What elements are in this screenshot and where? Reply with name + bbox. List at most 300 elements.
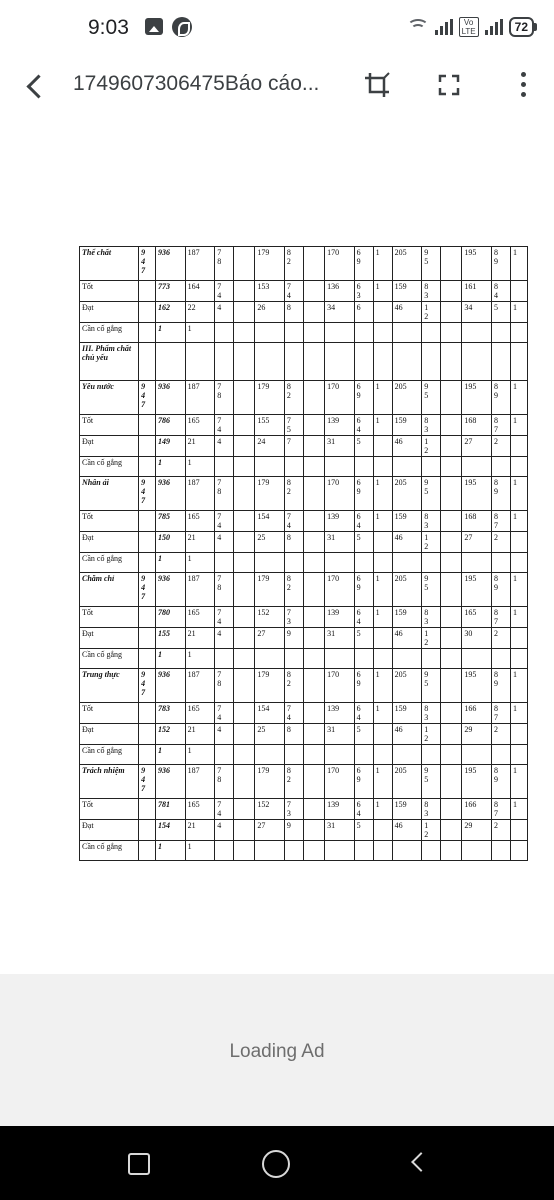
table-cell: 170: [325, 765, 355, 799]
table-cell: [234, 511, 255, 532]
table-cell: 1: [373, 511, 392, 532]
table-cell: [373, 323, 392, 343]
table-cell: 195: [462, 247, 492, 281]
table-cell: 1: [373, 477, 392, 511]
table-cell: 179: [255, 247, 285, 281]
table-cell: [139, 553, 156, 573]
table-cell: 936: [156, 381, 186, 415]
table-cell: [392, 745, 422, 765]
table-cell: 936: [156, 477, 186, 511]
table-cell: 1: [373, 247, 392, 281]
document-title: 1749607306475Báo cáo...: [73, 72, 320, 95]
table-cell: 9 4 7: [139, 247, 156, 281]
table-cell: 8 4: [491, 281, 510, 302]
status-bar: [0, 0, 554, 56]
table-cell: 785: [156, 511, 186, 532]
table-cell: [139, 343, 156, 381]
table-cell: [373, 841, 392, 861]
status-indicators: [407, 15, 534, 39]
table-cell: [234, 820, 255, 841]
table-cell: 187: [185, 573, 215, 607]
table-cell: 46: [392, 436, 422, 457]
table-cell: [510, 436, 527, 457]
table-cell: 21: [185, 628, 215, 649]
table-cell: [354, 553, 373, 573]
volte-icon: Vo LTE: [459, 17, 479, 37]
table-cell: 153: [255, 281, 285, 302]
table-cell: 1: [373, 381, 392, 415]
table-cell: [354, 343, 373, 381]
table-cell: 21: [185, 436, 215, 457]
table-cell: [373, 745, 392, 765]
table-cell: [139, 724, 156, 745]
table-cell: 7 4: [284, 511, 303, 532]
table-cell: [303, 511, 324, 532]
table-cell: 1: [185, 841, 215, 861]
table-cell: [255, 649, 285, 669]
table-cell: 6 9: [354, 669, 373, 703]
table-cell: 139: [325, 799, 355, 820]
table-cell: [462, 649, 492, 669]
table-cell: [215, 553, 234, 573]
table-cell: 205: [392, 669, 422, 703]
table-cell: [139, 323, 156, 343]
table-cell: [139, 457, 156, 477]
more-options-icon[interactable]: [508, 70, 538, 100]
table-cell: 6 9: [354, 247, 373, 281]
table-row: [80, 532, 528, 553]
table-cell: 1: [510, 477, 527, 511]
table-row: [80, 457, 528, 477]
table-cell: [303, 415, 324, 436]
table-cell: 1 2: [422, 628, 441, 649]
table-cell: 9 5: [422, 247, 441, 281]
table-cell: 9 5: [422, 477, 441, 511]
table-cell: 21: [185, 724, 215, 745]
table-cell: 139: [325, 415, 355, 436]
table-cell: [510, 724, 527, 745]
table-cell: 170: [325, 247, 355, 281]
table-cell: [234, 247, 255, 281]
table-cell: 7 8: [215, 381, 234, 415]
table-cell: 159: [392, 703, 422, 724]
table-cell: [354, 649, 373, 669]
table-cell: 25: [255, 532, 285, 553]
table-cell: 8 7: [491, 415, 510, 436]
table-cell: [234, 669, 255, 703]
table-cell: 155: [255, 415, 285, 436]
table-cell: [284, 323, 303, 343]
table-cell: 2: [491, 724, 510, 745]
row-label: Tốt: [80, 703, 139, 724]
table-cell: 1 2: [422, 302, 441, 323]
table-cell: [139, 607, 156, 628]
table-cell: 7 3: [284, 607, 303, 628]
table-cell: [139, 628, 156, 649]
table-cell: 136: [325, 281, 355, 302]
row-label: III. Phẩm chất chủ yếu: [80, 343, 139, 381]
table-cell: 21: [185, 820, 215, 841]
table-cell: 8 9: [491, 381, 510, 415]
table-cell: 1: [510, 302, 527, 323]
table-cell: [284, 457, 303, 477]
wifi-icon: [407, 19, 429, 35]
status-time: 9:03: [88, 16, 129, 39]
table-cell: 6 9: [354, 381, 373, 415]
table-cell: 9 4 7: [139, 573, 156, 607]
table-cell: 27: [462, 532, 492, 553]
table-cell: 9 5: [422, 381, 441, 415]
table-cell: 155: [156, 628, 186, 649]
table-cell: 8 7: [491, 703, 510, 724]
table-cell: 7 8: [215, 477, 234, 511]
table-cell: 8 2: [284, 477, 303, 511]
table-cell: 179: [255, 765, 285, 799]
signal-icon: [435, 19, 453, 35]
table-cell: 187: [185, 247, 215, 281]
table-cell: 2: [491, 436, 510, 457]
table-cell: [510, 323, 527, 343]
table-cell: [441, 799, 462, 820]
system-nav-bar: [0, 1126, 554, 1200]
table-cell: [234, 436, 255, 457]
table-cell: 179: [255, 669, 285, 703]
table-cell: [510, 343, 527, 381]
table-cell: 8 9: [491, 765, 510, 799]
table-row: [80, 381, 528, 415]
table-cell: [234, 281, 255, 302]
table-cell: [234, 724, 255, 745]
recent-apps-icon[interactable]: [128, 1153, 150, 1175]
table-cell: [284, 841, 303, 861]
table-cell: 8 3: [422, 511, 441, 532]
table-cell: 26: [255, 302, 285, 323]
table-cell: [462, 841, 492, 861]
table-cell: 8 9: [491, 477, 510, 511]
table-cell: 165: [185, 799, 215, 820]
table-cell: [303, 607, 324, 628]
row-label: Nhân ái: [80, 477, 139, 511]
nav-back-icon[interactable]: [408, 1152, 428, 1172]
table-cell: [462, 745, 492, 765]
table-cell: [392, 841, 422, 861]
table-cell: 5: [354, 436, 373, 457]
table-cell: 9 4 7: [139, 765, 156, 799]
table-cell: [215, 649, 234, 669]
table-cell: 1: [185, 649, 215, 669]
table-cell: [255, 323, 285, 343]
table-cell: [510, 649, 527, 669]
table-cell: [139, 745, 156, 765]
table-cell: [354, 745, 373, 765]
table-cell: 2: [491, 532, 510, 553]
table-cell: 6 4: [354, 607, 373, 628]
row-label: Cần cố gắng: [80, 841, 139, 861]
table-cell: [139, 799, 156, 820]
table-cell: [185, 343, 215, 381]
table-cell: 8 7: [491, 607, 510, 628]
table-row: [80, 302, 528, 323]
table-cell: [422, 745, 441, 765]
table-row: [80, 703, 528, 724]
table-cell: [441, 703, 462, 724]
table-cell: 9 4 7: [139, 477, 156, 511]
table-cell: 7 4: [215, 511, 234, 532]
battery-icon: 72: [509, 17, 534, 37]
table-cell: 1: [156, 745, 186, 765]
row-label: Cần cố gắng: [80, 457, 139, 477]
table-cell: [373, 436, 392, 457]
table-cell: 154: [255, 703, 285, 724]
table-cell: 6 4: [354, 799, 373, 820]
table-cell: [491, 343, 510, 381]
row-label: Tốt: [80, 799, 139, 820]
table-cell: 205: [392, 247, 422, 281]
table-cell: 7 4: [284, 703, 303, 724]
table-cell: [491, 649, 510, 669]
table-cell: [215, 841, 234, 861]
crop-icon[interactable]: [362, 70, 392, 100]
table-cell: 170: [325, 381, 355, 415]
table-row: [80, 343, 528, 381]
table-cell: [215, 457, 234, 477]
table-cell: 1: [156, 649, 186, 669]
table-cell: 9: [284, 628, 303, 649]
table-cell: 781: [156, 799, 186, 820]
table-cell: 9 5: [422, 669, 441, 703]
table-cell: [303, 765, 324, 799]
table-cell: 1: [510, 247, 527, 281]
table-cell: 1: [373, 765, 392, 799]
table-cell: [325, 457, 355, 477]
table-cell: 8 9: [491, 247, 510, 281]
table-row: [80, 553, 528, 573]
table-cell: [491, 745, 510, 765]
table-cell: [284, 649, 303, 669]
table-cell: [215, 745, 234, 765]
gallery-notification-icon: [145, 18, 163, 35]
table-cell: 8 3: [422, 703, 441, 724]
table-cell: 1: [156, 457, 186, 477]
table-cell: [234, 477, 255, 511]
table-row: [80, 820, 528, 841]
table-cell: 1 2: [422, 532, 441, 553]
table-cell: 5: [354, 724, 373, 745]
row-label: Tốt: [80, 607, 139, 628]
table-cell: [303, 477, 324, 511]
table-cell: 170: [325, 477, 355, 511]
table-cell: 195: [462, 477, 492, 511]
table-cell: [303, 799, 324, 820]
table-cell: 154: [156, 820, 186, 841]
table-cell: [422, 841, 441, 861]
table-cell: 31: [325, 724, 355, 745]
table-cell: 8 7: [491, 511, 510, 532]
table-cell: [234, 323, 255, 343]
table-cell: [510, 841, 527, 861]
table-cell: 1: [373, 703, 392, 724]
signal-icon-2: [485, 19, 503, 35]
table-cell: 780: [156, 607, 186, 628]
table-cell: 1 2: [422, 724, 441, 745]
table-cell: 4: [215, 820, 234, 841]
table-cell: 2: [491, 820, 510, 841]
table-cell: 1 2: [422, 436, 441, 457]
table-cell: 159: [392, 607, 422, 628]
table-cell: 187: [185, 381, 215, 415]
table-row: [80, 247, 528, 281]
table-cell: 8 2: [284, 381, 303, 415]
table-row: [80, 628, 528, 649]
table-cell: 6 9: [354, 765, 373, 799]
table-cell: 187: [185, 477, 215, 511]
table-cell: [441, 573, 462, 607]
table-cell: 8 9: [491, 573, 510, 607]
table-cell: 7 8: [215, 669, 234, 703]
table-cell: 1 2: [422, 820, 441, 841]
table-cell: 150: [156, 532, 186, 553]
table-cell: [441, 511, 462, 532]
table-cell: 152: [255, 799, 285, 820]
table-cell: [284, 343, 303, 381]
table-cell: 159: [392, 281, 422, 302]
table-cell: 168: [462, 511, 492, 532]
table-cell: 152: [255, 607, 285, 628]
report-table: [79, 246, 528, 861]
table-cell: 8 2: [284, 669, 303, 703]
table-cell: 164: [185, 281, 215, 302]
ad-loading-text: Loading Ad: [229, 1041, 325, 1062]
table-cell: 139: [325, 703, 355, 724]
table-cell: [234, 553, 255, 573]
table-cell: [139, 281, 156, 302]
table-cell: [255, 841, 285, 861]
table-cell: 165: [185, 415, 215, 436]
table-cell: [234, 381, 255, 415]
ad-banner[interactable]: [0, 974, 554, 1126]
table-cell: 1: [373, 669, 392, 703]
table-cell: 46: [392, 628, 422, 649]
table-cell: [392, 553, 422, 573]
table-cell: 1: [510, 607, 527, 628]
table-cell: 6 9: [354, 477, 373, 511]
table-cell: [441, 628, 462, 649]
table-cell: [441, 415, 462, 436]
table-cell: [441, 323, 462, 343]
table-cell: 205: [392, 573, 422, 607]
table-cell: 7 5: [284, 415, 303, 436]
table-cell: 24: [255, 436, 285, 457]
table-cell: [156, 343, 186, 381]
row-label: Cần cố gắng: [80, 745, 139, 765]
table-cell: [441, 381, 462, 415]
table-cell: [373, 302, 392, 323]
table-cell: [255, 745, 285, 765]
table-cell: 1: [510, 799, 527, 820]
table-cell: 168: [462, 415, 492, 436]
table-cell: [354, 457, 373, 477]
table-cell: 165: [462, 607, 492, 628]
row-label: Đạt: [80, 820, 139, 841]
table-cell: 5: [354, 820, 373, 841]
table-cell: [234, 649, 255, 669]
table-cell: [234, 628, 255, 649]
table-cell: 7 4: [215, 281, 234, 302]
table-cell: [303, 247, 324, 281]
table-cell: 34: [462, 302, 492, 323]
table-cell: 46: [392, 532, 422, 553]
table-cell: [510, 281, 527, 302]
table-cell: [215, 323, 234, 343]
table-cell: [325, 841, 355, 861]
fullscreen-icon[interactable]: [434, 70, 464, 100]
table-cell: 31: [325, 820, 355, 841]
table-cell: [510, 628, 527, 649]
table-cell: 27: [255, 820, 285, 841]
table-cell: 8: [284, 724, 303, 745]
table-cell: 1: [510, 765, 527, 799]
table-cell: 31: [325, 532, 355, 553]
document-viewer[interactable]: [0, 118, 554, 974]
table-cell: 165: [185, 703, 215, 724]
table-cell: 9 5: [422, 765, 441, 799]
table-cell: [303, 820, 324, 841]
table-cell: 8 3: [422, 415, 441, 436]
row-label: Cần cố gắng: [80, 553, 139, 573]
table-cell: [234, 302, 255, 323]
home-icon[interactable]: [262, 1150, 290, 1178]
table-cell: [373, 649, 392, 669]
table-cell: 205: [392, 477, 422, 511]
table-cell: 159: [392, 799, 422, 820]
table-cell: 7 3: [284, 799, 303, 820]
row-label: Trách nhiệm: [80, 765, 139, 799]
table-cell: 8 2: [284, 765, 303, 799]
table-cell: [373, 532, 392, 553]
table-cell: [325, 553, 355, 573]
back-arrow-icon[interactable]: [22, 70, 52, 100]
table-cell: 7 4: [284, 281, 303, 302]
table-cell: 8: [284, 532, 303, 553]
table-row: [80, 841, 528, 861]
table-cell: [303, 381, 324, 415]
table-cell: [462, 323, 492, 343]
table-cell: 8: [284, 302, 303, 323]
table-cell: 162: [156, 302, 186, 323]
table-cell: [510, 553, 527, 573]
table-cell: 936: [156, 765, 186, 799]
table-row: [80, 323, 528, 343]
table-cell: 1: [156, 553, 186, 573]
table-cell: [303, 724, 324, 745]
table-row: [80, 607, 528, 628]
table-cell: [392, 323, 422, 343]
table-cell: [325, 343, 355, 381]
table-cell: 7 8: [215, 247, 234, 281]
table-cell: 1: [185, 457, 215, 477]
row-label: Tốt: [80, 415, 139, 436]
table-cell: 8 2: [284, 573, 303, 607]
table-cell: 7 8: [215, 765, 234, 799]
table-cell: 152: [156, 724, 186, 745]
table-cell: 27: [462, 436, 492, 457]
table-cell: 8 3: [422, 281, 441, 302]
table-cell: 195: [462, 765, 492, 799]
table-cell: [441, 841, 462, 861]
app-notification-icon: [172, 17, 192, 37]
table-cell: [491, 457, 510, 477]
table-cell: 783: [156, 703, 186, 724]
